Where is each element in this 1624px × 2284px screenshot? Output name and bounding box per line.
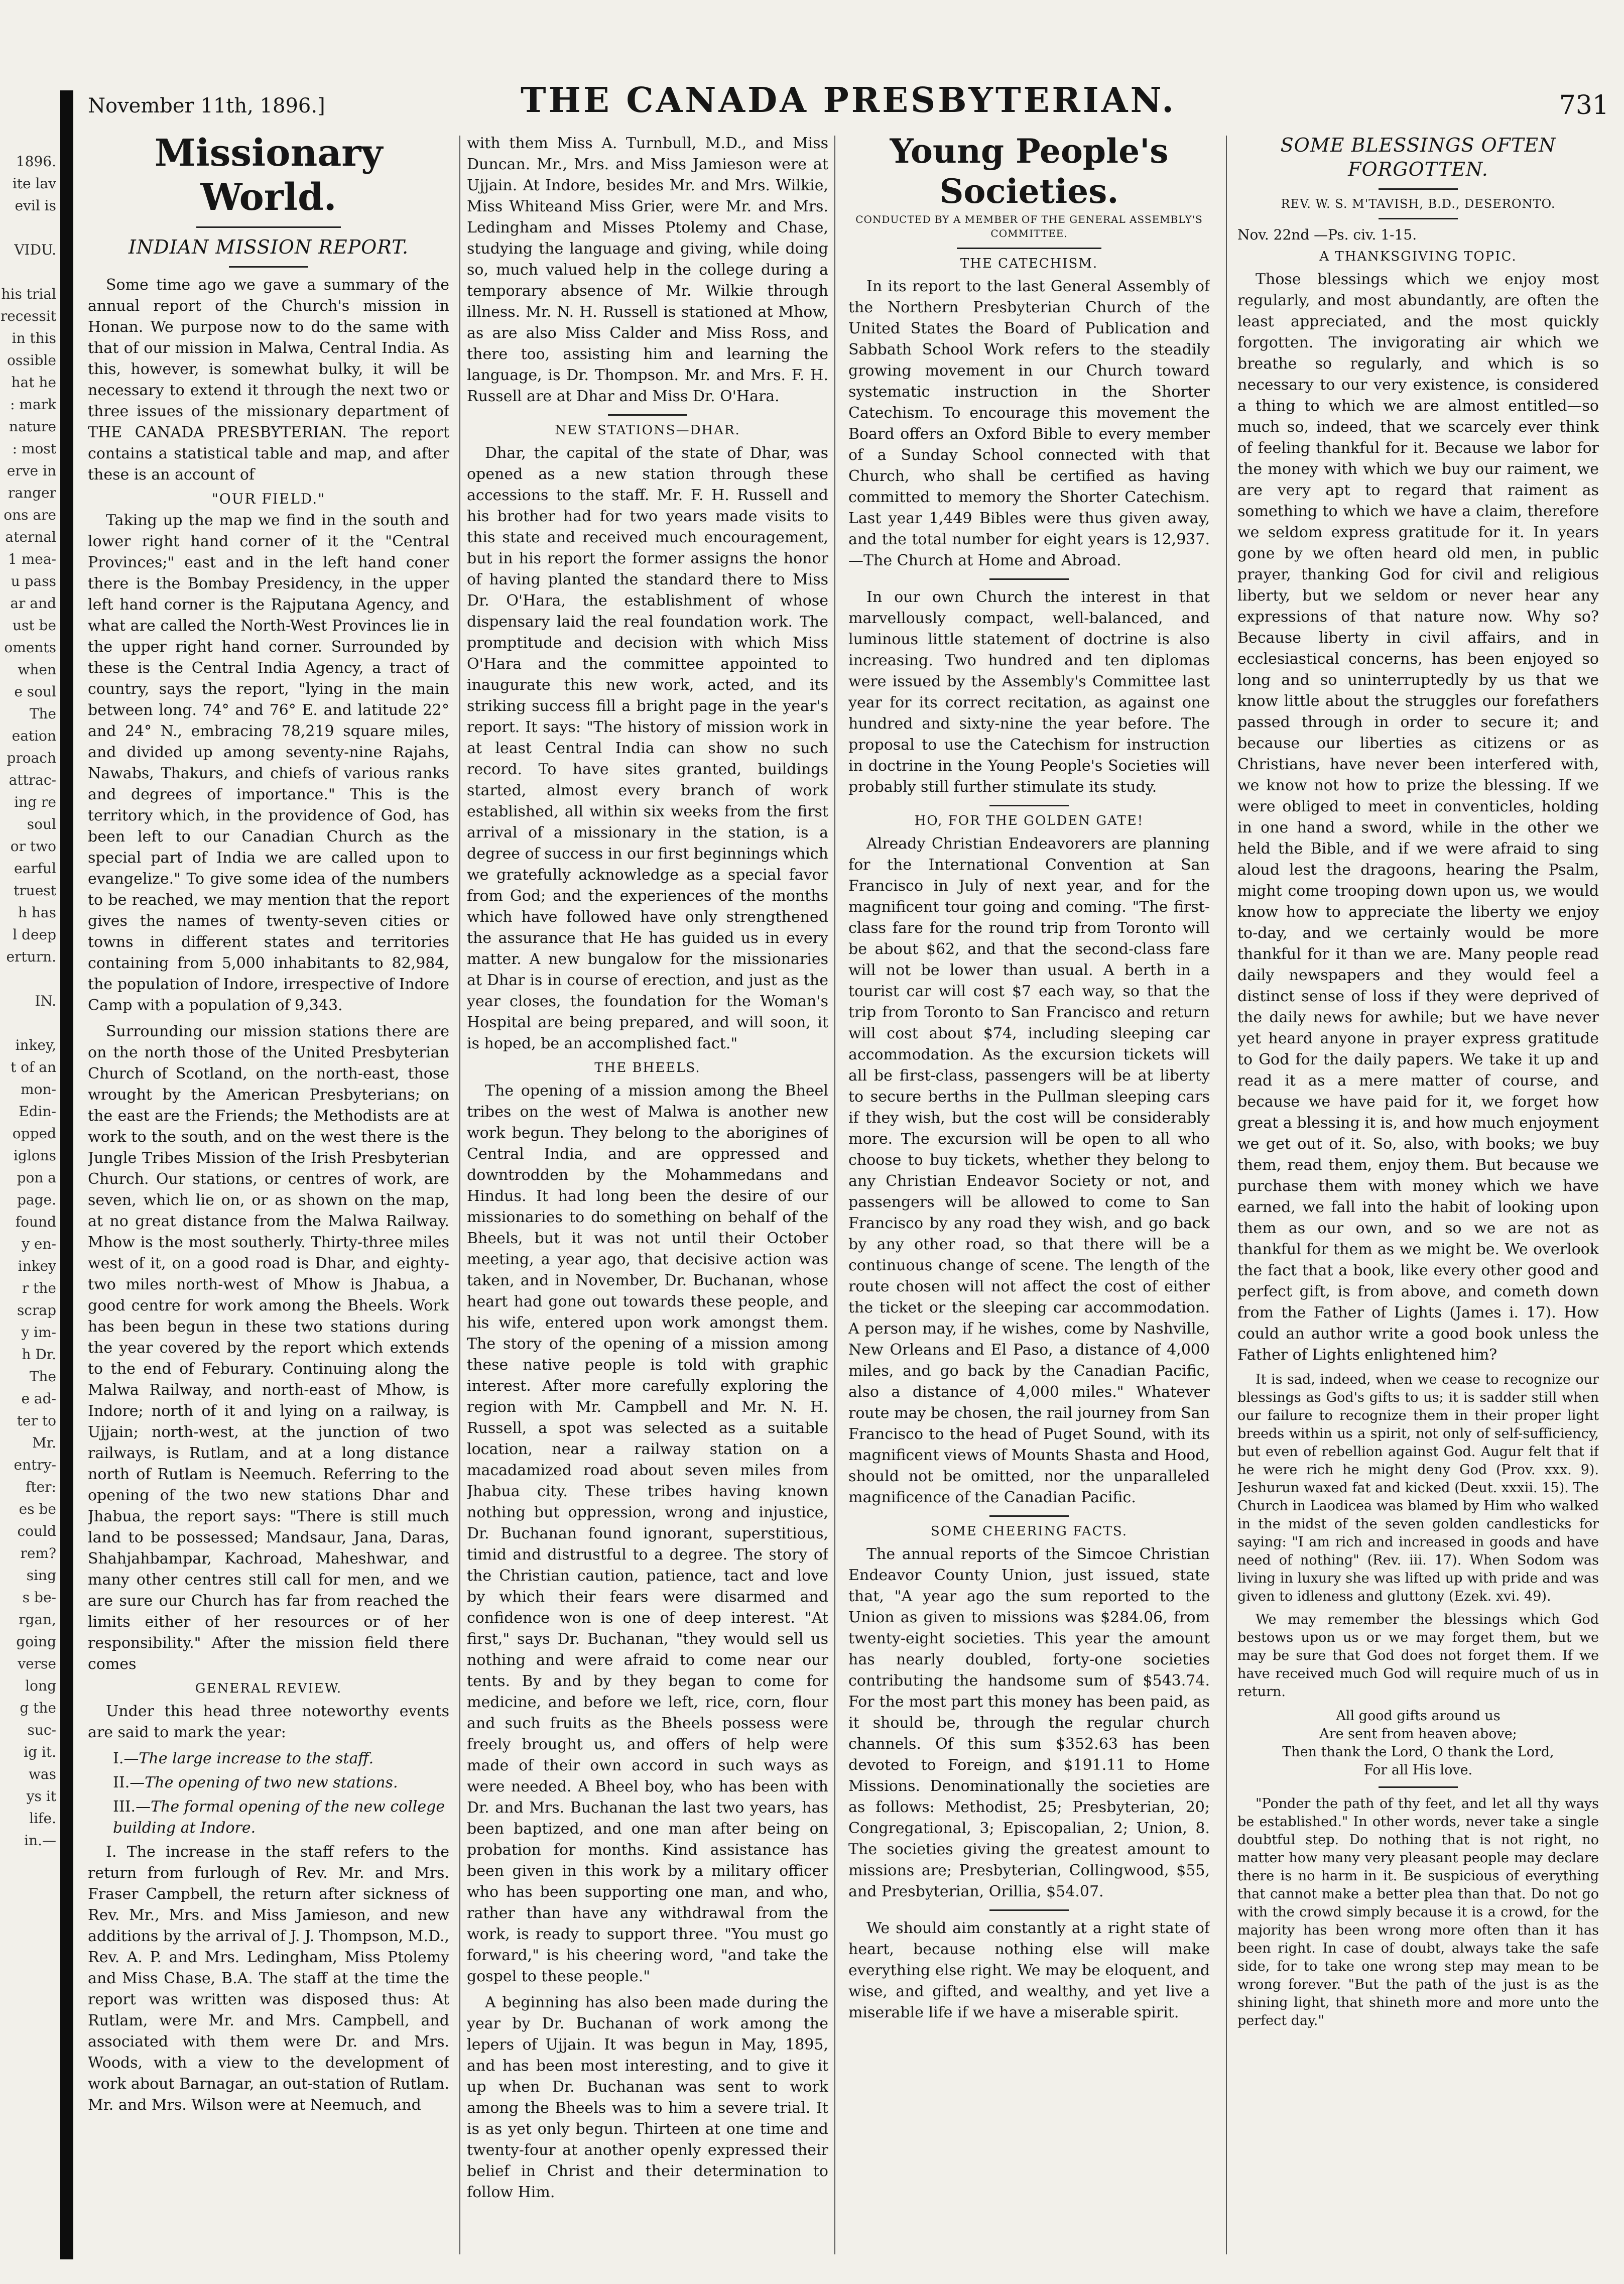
article-paragraph: It is sad, indeed, when we cease to recognize our blessings as God's gifts to us; it is sadder still when our failure to recognize them in their proper light breeds within us a spirit, not only of self-sufficiency, but even of rebellion against God. Augur felt that if he were rich he might deny God (Prov. xxx. 9). Jeshurun waxed fat and kicked (Deut. xxxii. 15). The Church in Laodicea was blamed by Him who walked in the midst of the seven golden candlesticks for saying: "I am rich and increased in goods and have need of nothing" (Rev. iii. 17). When Sodom was living in luxury she was lifted up with pride and was given to idleness and gluttony (Ezek. xvi. 49). (1237, 1372, 1599, 1604)
article-paragraph: Dhar, the capital of the state of Dhar, was opened as a new station through these accessions to the staff. Mr. F. H. Russell and his brother had for two years made visits to this state and received much encouragement, but in his report the former assigns the honor of having planted the standard there to Miss Dr. O'Hara, the establishment of whose dispensary laid the real foundation work. The promptitude and decision with which Miss O'Hara and the committee appointed to inaugurate this new work, acted, and its striking success fill a bright page in the year's report. It says: "The history of mission work in at least Central India can show no such record. To have sites granted, buildings started, almost every branch of work established, all within six weeks from the first arrival of a missionary in the station, is a degree of success in our first beginnings which we gratefully acknowledge as a special favor from God; and the experiences of the months which have followed have only strengthened the assurance that He has guided us in every matter. A new bungalow for the missionaries at Dhar is in course of erection, and just as the year closes, the foundation for the Woman's Hospital are being prepared, and will soon, it is hoped, be an accomplished fact." (467, 444, 828, 1052)
event-item (113, 1772, 449, 1793)
article-paragraph: Those blessings which we enjoy most regularly, and most abundantly, are often the least appreciated, and the most quickly forgotten. The invigorating air which we breathe so regularly, and which is so necessary to our very existence, is considered a thing to which we are almost entitled—so much so, indeed, that we scarcely ever think of feeling thankful for it. Because we labor for the money with which we buy our raiment, we are very apt to regard that raiment as something to which we have a claim, therefore we seldom express gratitude for it. In years gone by we often heard old men, in public prayer, thanking God for civil and religious liberty, but we seldom or never hear any expressions of that nature now. Why so? Because liberty in civil affairs, and in ecclesiastical concerns, has been enjoyed so long and so uninterruptedly by us that we know little about the struggles our forefathers passed through in order to secure it; and because our liberties as citizens or as Christians, have never been interfered with, we know not how to prize the blessing. If we were obliged to meet in conventicles, holding in one hand a sword, while in the other we held the Bible, and if we were afraid to sing aloud lest the dragoons, hearing the Psalm, might come trooping down upon us, we would know how to appreciate the liberty we enjoy to-day, and we certainly would be more thankful for it than we are. Many people read daily newspapers and they would feel a distinct sense of loss if they were deprived of the daily news for awhile; but we have never yet heard anyone in prayer express gratitude to God for the daily papers. We take it up and read it as a mere matter of course, and because we have paid for it, we forget how great a blessing it is, and how much enjoyment we get out of it. So, also, with books; we buy them, read them, enjoy them. But because we purchase them with money which we have earned, we fall into the habit of looking upon them as our own, and so we are not as thankful for them as we might be. We overlook the fact that a book, like every other good and perfect gift, is from above, and cometh down from the Father of Lights (James i. 17). How could an author write a good book unless the Father of Lights enlightened him? (1237, 271, 1599, 1364)
section-rule (989, 805, 1069, 806)
title-rule (1379, 188, 1458, 190)
column-divider (459, 136, 460, 2254)
event-number: III.— (113, 1798, 151, 1816)
title-rule (229, 266, 308, 268)
article-paragraph: Under this head three noteworthy events are said to mark the year: (88, 1703, 449, 1741)
event-number: II.— (113, 1774, 145, 1791)
article-paragraph: Already Christian Endeavorers are planning for the International Convention at San Francisco in July of next year, and for the magnificent tour going and coming. "The first-class fare for the round trip from Toronto will be about $62, and that the second-class fare will not be lower than usual. A berth in a tourist car will cost $7 each way, so that the trip from Toronto to San Francisco and return will cost about $74, including sleeping car accommodation. As the excursion tickets will all be first-class, passengers will be at liberty to secure berths in the Pullman sleeping cars if they wish, but the cost will be considerably more. The excursion will be open to all who choose to buy tickets, whether they belong to any Christian Endeavor Society or not, and passengers will be allowed to come to San Francisco by any road they wish, and go back by any other road, so that there will be a continuous change of scene. The length of the route chosen will not affect the cost of either the ticket or the sleeping car accommodation. A person may, if he wishes, come by Nashville, New Orleans and El Paso, a distance of 4,000 miles, and go back by the Canadian Pacific, also a distance of 4,000 miles." Whatever route may be chosen, the rail journey from San Francisco to the head of Puget Sound, with its magnificent views of Mounts Shasta and Hood, should not be omitted, nor the unparalleled magnificence of the Canadian Pacific. (848, 835, 1210, 1506)
column-divider (1226, 136, 1227, 2254)
gutter-fragments: 1896. ite lav evil is VIDU. his trial recessit in this ossible hat he : mark nature : most erve in ranger ons are aternal 1 mea- u pass ar and ust be oments when e soul The eation proach attrac- ing re soul or two earful truest h has l deep erturn. IN. inkey, t of an mon- Edin- opped iglons pon a page. found y en- inkey r the scrap y im- h Dr. The e ad- ter to Mr. entry- fter: es be could rem? sing s be- rgan, going verse long g the suc- ig it. was ys it life. in.— (0, 153, 56, 1849)
left-page-gutter (0, 0, 70, 2284)
column-young-peoples-societies (848, 128, 1210, 2267)
verse-line: Are sent from heaven above; (1319, 1726, 1517, 1742)
article-paragraph: Some time ago we gave a summary of the annual report of the Church's mission in Honan. We purpose now to do the same with that of our mission in Malwa, Central India. As this, however, is somewhat bulky, it will be necessary to extend it through the next two or three issues of the missionary department of THE CANADA PRESBYTERIAN. The report contains a statistical table and map, and after these is an account of (88, 276, 449, 484)
event-text: The opening of two new stations. (145, 1774, 398, 1791)
hymn-verse (1237, 1707, 1599, 1779)
article-paragraph: I. The increase in the staff refers to the return from furlough of Rev. Mr. and Mrs. Fraser Campbell, the return after sickness of Rev. Mr., Mrs. and Miss Jamieson, and new additions by the arrival of J. J. Thompson, M.D., Rev. A. P. and Mrs. Ledingham, Miss Ptolemy and Miss Chase, B.A. The staff at the time the report was written was disposed thus: At Rutlam, were Mr. and Mrs. Campbell, and associated with them were Dr. and Mrs. Woods, with a view to the development of work about Barnagar, an out-station of Rutlam. Mr. and Mrs. Wilson were at Neemuch, and (88, 1843, 449, 2114)
event-text: The formal opening of the new college building at Indore. (113, 1798, 445, 1837)
heading-rule (196, 226, 341, 228)
subheading-general-review: GENERAL REVIEW. (195, 1681, 342, 1696)
article-paragraph: with them Miss A. Turnbull, M.D., and Miss Duncan. Mr., Mrs. and Miss Jamieson were at Ujjain. At Indore, besides Mr. and Mrs. Wilkie, Miss Whiteand Miss Grier, were Mr. and Mrs. Ledingham and Misses Ptolemy and Chase, studying the language and giving, while doing so, much valued help in the college during a temporary absence of Mr. Wilkie through illness. Mr. N. H. Russell is stationed at Mhow, as are also Miss Calder and Miss Ross, and there too, assisting him and learning the language, is Dr. Thompson. Mr. and Mrs. F. H. Russell are at Dhar and Miss Dr. O'Hara. (467, 135, 828, 405)
verse-line: Then thank the Lord, O thank the Lord, (1282, 1744, 1554, 1760)
article-paragraph: Surrounding our mission stations there are on the north those of the United Presbyterian Church of Scotland, on the north-east, those wrought by the American Presbyterians; on the east are the Friends; the Methodists are at work to the south, and on the west there is the Jungle Tribes Mission of the Irish Presbyterian Church. Our stations, or centres of work, are seven, which lie on, or as shown on the map, at no great distance from the Malwa Railway. Mhow is the most southerly. Thirty-three miles west of it, on a good road is Dhar, and eighty-two miles north-west of Mhow is Jhabua, a good centre for work among the Bheels. Work has been begun in these two stations during the year covered by the report which extends to the end of Feburary. Continuing along the Malwa Railway, and north-east of Mhow, is Indore; north of it and lying on a railway, is Ujjain; north-west, at the junction of two railways, is Rutlam, and at a long distance north of Rutlam is Neemuch. Referring to the opening of the two new stations Dhar and Jhabua, the report says: "There is still much land to be possessed; Mandsaur, Jana, Daras, Shahjahbampar, Kachroad, Maheshwar, and many other centres still call for men, and we are sure our Church has far from reached the limits either of her resources or of her responsibility." After the mission field there comes (88, 1023, 449, 1673)
verse-line: For all His love. (1363, 1762, 1473, 1778)
subheading-golden-gate: HO, FOR THE GOLDEN GATE! (914, 813, 1144, 828)
article-paragraph: In its report to the last General Assembly of the Northern Presbyterian Church of the United States the Board of Publication and Sabbath School Work refers to the steadily growing movement in our Church toward systematic instruction in the Shorter Catechism. To encourage this movement the Board offers an Oxford Bible to every member of a Sunday School connected with that Church, who shall be certified as having committed to memory the Shorter Catechism. Last year 1,449 Bibles were thus given away, and the total number for eight years is 12,937.—The Church at Home and Abroad. (848, 278, 1210, 569)
issue-date: November 11th, 1896.] (88, 94, 325, 117)
article-title: SOME BLESSINGS OFTEN FORGOTTEN. (1280, 134, 1556, 180)
conducted-by-line: CONDUCTED BY A MEMBER OF THE GENERAL ASSEMBLY'S COMMITTEE. (855, 213, 1203, 239)
column-missionary-world (88, 128, 449, 2267)
subheading-catechism: THE CATECHISM. (960, 256, 1098, 271)
event-number: I.— (113, 1750, 139, 1767)
newspaper-title: THE CANADA PRESBYTERIAN. (521, 80, 1176, 121)
event-item (113, 1748, 449, 1769)
article-paragraph: "Ponder the path of thy feet, and let all thy ways be established." In other words, never take a single doubtful step. Do nothing that is not right, no matter how many very pleasant people may declare there is no harm in it. Be suspicious of everything that cannot make a better plea than that. Do not go with the crowd simply because it is a crowd, for the majority has been wrong more often than it has been right. In case of doubt, always take the safe side, for to take one wrong step may mean to be wrong forever. "But the path of the just is as the shining light, that shineth more and more unto the perfect day." (1237, 1796, 1599, 2028)
article-paragraph: The annual reports of the Simcoe Christian Endeavor County Union, just issued, state that, "A year ago the sum reported to the Union as given to missions was $284.06, from twenty-eight societies. This year the amount has nearly doubled, forty-one societies contributing the handsome sum of $543.74. For the most part this money has been paid, as it should be, through the regular church channels. Of this sum $352.63 has been devoted to Foreign, and $191.11 to Home Missions. Denominationally the societies are as follows: Methodist, 25; Presbyterian, 20; Congregational, 3; Episcopalian, 2; Union, 8. The societies giving the greatest amount to missions are; Presbyterian, Collingwood, $55, and Presbyterian, Orillia, $54.07. (848, 1545, 1210, 1900)
article-author: REV. W. S. M'TAVISH, B.D., DESERONTO. (1281, 197, 1556, 211)
subheading-bheels: THE BHEELS. (594, 1060, 701, 1075)
subheading-new-stations: NEW STATIONS—DHAR. (555, 423, 740, 438)
subheading-thanksgiving: A THANKSGIVING TOPIC. (1319, 249, 1517, 264)
column-missionary-continued (467, 133, 828, 2272)
event-item (113, 1796, 449, 1839)
heading-rule (957, 248, 1101, 249)
article-paragraph: In our own Church the interest in that marvellously compact, well-balanced, and luminous little statement of doctrine is also increasing. Two hundred and ten diplomas were issued by the Assembly's Committee last year for its correct recitation, as against one hundred and sixty-nine the year before. The proposal to use the Catechism for instruction in doctrine in the Young People's Societies will probably still further stimulate its study. (848, 588, 1210, 796)
scripture-reference: Nov. 22nd —Ps. civ. 1-15. (1237, 226, 1417, 243)
subheading-cheering-facts: SOME CHEERING FACTS. (930, 1524, 1128, 1539)
section-rule (989, 578, 1069, 580)
section-rule (989, 1515, 1069, 1517)
article-paragraph: A beginning has also been made during the year by Dr. Buchanan of work among the lepers of Ujjain. It was begun in May, 1895, and has been most interesting, and to give it up when Dr. Buchanan was sent to work among the Bheels was to him a severe trial. It is as yet only begun. Thirteen at one time and twenty-four at another openly expressed their belief in Christ and their determination to follow Him. (467, 1994, 828, 2201)
verse-line: All good gifts around us (1336, 1708, 1501, 1724)
page-number: 731 (1559, 90, 1609, 121)
event-text: The large increase to the staff. (139, 1750, 374, 1767)
gutter-rule (60, 90, 73, 2259)
section-rule (989, 1909, 1069, 1911)
section-heading-young-peoples: Young People's Societies. (890, 132, 1169, 211)
article-paragraph: We may remember the blessings which God bestows upon us or we may forget them, but we may be sure that God does not forget them. If we have received much God will require much of us in return. (1237, 1612, 1599, 1700)
section-rule (608, 414, 687, 416)
article-title: INDIAN MISSION REPORT. (128, 236, 409, 258)
small-type-section (1237, 1371, 1599, 2030)
column-divider (834, 136, 835, 2254)
column-some-blessings (1237, 128, 1599, 2267)
section-heading-missionary-world: Missionary World. (154, 132, 383, 219)
section-rule (1379, 1786, 1458, 1788)
article-paragraph: The opening of a mission among the Bheel tribes on the west of Malwa is another new work begun. They belong to the aborigines of Central India, and are oppressed and downtrodden by the Mohammedans and Hindus. It had long been the desire of our missionaries to do something on behalf of the Bheels, but it was not until their October meeting, a year ago, that decisive action was taken, and in November, Dr. Buchanan, whose heart had gone out towards these people, and his wife, entered upon work amongst them. The story of the opening of a mission among these native people is told with graphic interest. After more carefully exploring the region with Mr. Campbell and Mr. N. H. Russell, a spot was selected as a suitable location, near a railway station on a macadamized road about seven miles from Jhabua city. These tribes having known nothing but oppression, wrong and injustice, Dr. Buchanan found ignorant, superstitious, timid and distrustful to a degree. The story of the Christian caution, patience, tact and love by which their fears were disarmed and confidence won is one of deep interest. "At first," says Dr. Buchanan, "they would sell us nothing and were afraid to come near our tents. By and by they began to come for medicine, and before we left, rice, corn, flour and such fruits as the Bheels possess were freely brought us, and offers of help were made of their own accord in such ways as were needed. A Bheel boy, who has been with Dr. and Mrs. Buchanan the last two years, has been baptized, and one man after being on probation for months. Kind assistance has been given in this work by a military officer who has been supporting one man, and who, rather than have any withdrawal from the work, is ready to support three. "You must go forward," is his cheering word, "and take the gospel to these people." (467, 1082, 828, 1985)
author-rule (1379, 218, 1458, 219)
article-paragraph: Taking up the map we find in the south and lower right hand corner of it the "Central Provinces;" east and in the left hand coner there is the Bombay Presidency, in the upper left hand corner is the Rajputana Agency, and what are called the North-West Provinces lie in the upper right hand corner. Surrounded by these is the Central India Agency, a tract of country, says the report, "lying in the main between long. 74° and 76° E. and latitude 22° and 24° N., embracing 78,219 square miles, and divided up among seventy-nine Rajahs, Nawabs, Thakurs, and chiefs of various ranks and degrees of importance." This is the territory which, in the providence of God, has been left to our Canadian Church as the special part of India we are called upon to evangelize." To give some idea of the numbers to be reached, we may mention that the report gives the names of twenty-seven cities or towns in different states and territories containing from 5,000 inhabitants to 82,984, the population of Indore, irrespective of Indore Camp with a population of 9,343. (88, 512, 449, 1014)
masthead (88, 80, 1609, 126)
subheading-our-field: "OUR FIELD." (211, 491, 326, 507)
article-paragraph: We should aim constantly at a right state of heart, because nothing else will make everything else right. We may be eloquent, and wise, and gifted, and wealthy, and yet live a miserable life if we have a miserable spirit. (848, 1919, 1210, 2021)
